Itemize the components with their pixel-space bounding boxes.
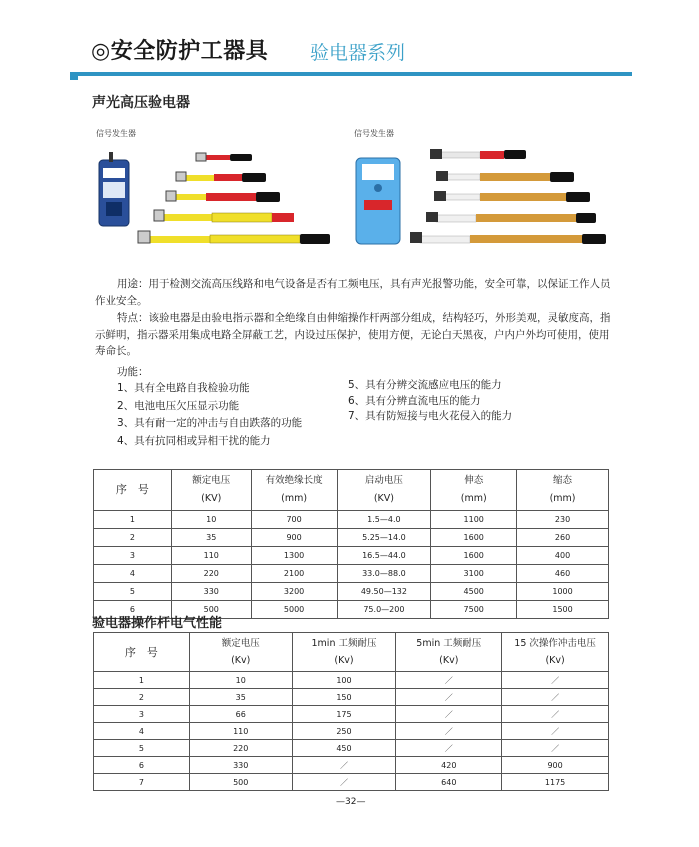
table-cell: 330 [189,757,292,774]
table-cell: 500 [189,774,292,791]
table-cell: 7 [94,774,190,791]
header-cell: 额定电压 (Kv) [189,633,292,672]
page-header-title: ◎安全防护工器具 [91,39,269,64]
table-cell: 16.5—44.0 [337,547,431,565]
header-cell: 15 次操作冲击电压 (Kv) [502,633,609,672]
product-image-left [92,128,338,250]
functions-list-left [117,380,302,449]
header-cell: 1min 工频耐压 (Kv) [292,633,396,672]
table-cell: 220 [189,740,292,757]
electroscope-photo-left [92,140,338,250]
table-row [94,511,609,529]
table-cell: ／ [292,757,396,774]
table-cell: 66 [189,706,292,723]
function-item: 1、具有全电路自我检验功能 [117,382,250,394]
table-cell: 6 [94,757,190,774]
function-item: 5、具有分辨交流感应电压的能力 [348,379,502,391]
table-cell: ／ [292,774,396,791]
table-cell: 230 [517,511,609,529]
function-item: 7、具有防短接与电火花侵入的能力 [348,410,513,422]
header-cell: 启动电压 (KV) [337,470,431,511]
table-row [94,706,609,723]
specs-table-header [94,470,609,511]
header-cell: 伸态 (mm) [431,470,517,511]
table-cell: 175 [292,706,396,723]
table-row [94,529,609,547]
table-cell: 5 [94,740,190,757]
table-cell: 1600 [431,547,517,565]
table-cell: 900 [502,757,609,774]
specs-table [93,469,609,619]
page-number: —32— [336,797,366,807]
section-title: 声光高压验电器 [92,95,190,111]
header-divider [70,72,632,76]
rod-performance-table [93,632,609,791]
table-cell: 6 [94,601,172,619]
table2-title: 验电器操作杆电气性能 [92,616,223,631]
table-cell: 260 [517,529,609,547]
table-cell: 10 [171,511,251,529]
table-cell: 35 [189,689,292,706]
table-cell: 500 [171,601,251,619]
table-cell: 1.5—4.0 [337,511,431,529]
table-row [94,757,609,774]
table-cell: ／ [502,706,609,723]
function-item: 3、具有耐一定的冲击与自由跌落的功能 [117,417,303,429]
function-item: 2、电池电压欠压显示功能 [117,399,240,412]
table-cell: 4 [94,565,172,583]
table-row [94,689,609,706]
table-cell: 110 [171,547,251,565]
table-cell: 75.0—200 [337,601,431,619]
table-cell: ／ [502,723,609,740]
table-cell: 49.50—132 [337,583,431,601]
table-cell: 3100 [431,565,517,583]
table-cell: 1100 [431,511,517,529]
table-cell: 5.25—14.0 [337,529,431,547]
table-cell: 4 [94,723,190,740]
header-divider-tick [70,76,78,80]
table-cell: 1 [94,672,190,689]
series-subtitle: 验电器系列 [310,42,406,64]
functions-label: 功能： [117,366,149,378]
table-cell: 330 [171,583,251,601]
header-cell: 额定电压 (KV) [171,470,251,511]
table-cell: ／ [502,672,609,689]
header-cell: 5min 工频耐压 (Kv) [396,633,502,672]
table-row [94,547,609,565]
header-cell: 序 号 [94,633,190,672]
table-cell: 10 [189,672,292,689]
usage-paragraph: 用途：用于检测交流高压线路和电气设备是否有工频电压，具有声光报警功能，安全可靠，以保证工作人员作业安全。 [95,278,611,307]
table-cell: 100 [292,672,396,689]
table-cell: ／ [396,740,502,757]
table-cell: 1500 [517,601,609,619]
table-cell: 150 [292,689,396,706]
table-cell: 3 [94,706,190,723]
signal-generator-caption: 信号发生器 [96,129,136,138]
table-cell: 2100 [251,565,337,583]
electroscope-photo-right [350,140,610,250]
table-cell: ／ [396,706,502,723]
table-cell: 250 [292,723,396,740]
table-cell: 2 [94,529,172,547]
functions-list-right [348,377,512,425]
table-row [94,774,609,791]
table-cell: 5 [94,583,172,601]
table-cell: 3 [94,547,172,565]
table-cell: 220 [171,565,251,583]
table-row [94,583,609,601]
table-cell: 900 [251,529,337,547]
table-cell: 35 [171,529,251,547]
table-cell: 460 [517,565,609,583]
function-item: 4、具有抗同相或异相干扰的能力 [117,434,271,447]
table-cell: 7500 [431,601,517,619]
table-cell: ／ [396,672,502,689]
table-row [94,672,609,689]
features-paragraph: 特点：该验电器是由验电指示器和全绝缘自由伸缩操作杆两部分组成，结构轻巧，外形美观，灵敏度高，指示鲜明，指示器采用集成电路全屏蔽工艺，内设过压保护，使用方便，无论白天黑夜，户内户外均可使用，使用寿命长。 [95,312,611,357]
table-cell: ／ [396,723,502,740]
table-cell: 1000 [517,583,609,601]
table-cell: 1600 [431,529,517,547]
table-cell: 1300 [251,547,337,565]
table-row [94,723,609,740]
table-cell: ／ [502,689,609,706]
table-cell: 2 [94,689,190,706]
table-cell: 5000 [251,601,337,619]
header-cell: 有效绝缘长度 (mm) [251,470,337,511]
table-cell: 1175 [502,774,609,791]
table-cell: 33.0—88.0 [337,565,431,583]
rod-table-header [94,633,609,672]
table-cell: 4500 [431,583,517,601]
table-cell: 400 [517,547,609,565]
table-cell: 700 [251,511,337,529]
signal-generator-caption-2: 信号发生器 [354,129,394,138]
product-image-right [350,128,610,250]
table-row [94,565,609,583]
header-cell: 缩态 (mm) [517,470,609,511]
table-row [94,740,609,757]
table-cell: ／ [502,740,609,757]
table-cell: 110 [189,723,292,740]
table-cell: 3200 [251,583,337,601]
table-cell: 640 [396,774,502,791]
table-cell: 450 [292,740,396,757]
header-cell: 序 号 [94,470,172,511]
table-cell: ／ [396,689,502,706]
table-cell: 1 [94,511,172,529]
function-item: 6、具有分辨直流电压的能力 [348,394,481,407]
table-cell: 420 [396,757,502,774]
